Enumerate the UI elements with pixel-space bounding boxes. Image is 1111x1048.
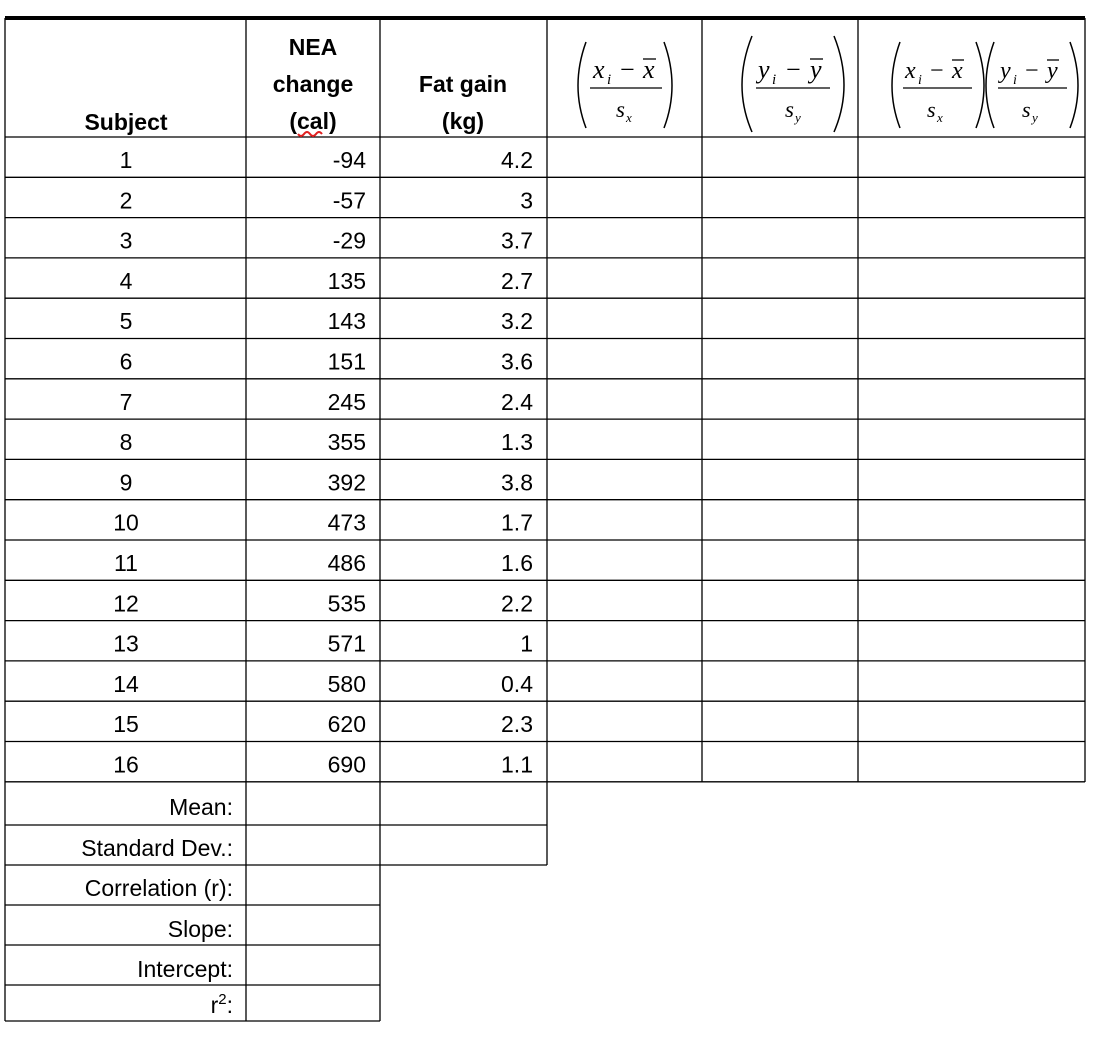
prod-den-sx: s <box>927 97 936 122</box>
formula-zx <box>578 42 672 128</box>
zy-num-sub: i <box>772 72 777 88</box>
zx-bar-x: x <box>643 55 655 84</box>
zx-num-x: x <box>593 55 605 84</box>
table-row <box>113 590 533 616</box>
zx-den-s: s <box>616 97 625 122</box>
subject-cell: 12 <box>113 590 139 617</box>
zy-left-paren <box>742 36 752 132</box>
table-row <box>120 429 533 455</box>
nea-change-cell: 535 <box>327 590 366 617</box>
subject-cell: 6 <box>119 348 133 375</box>
formula-zy <box>742 36 844 132</box>
header-row <box>84 34 507 136</box>
table-row <box>113 711 533 737</box>
prod-num-x-sub: i <box>918 73 922 88</box>
fat-gain-cell: 4.2 <box>501 147 533 173</box>
fat-gain-cell: 1 <box>520 630 533 657</box>
nea-change-cell: 571 <box>327 630 366 657</box>
formula-product <box>892 42 1078 128</box>
table-row <box>120 187 533 213</box>
prod-x-left-paren <box>892 42 900 128</box>
subject-cell: 16 <box>113 751 139 778</box>
prod-y-minus: − <box>1025 58 1039 84</box>
fat-gain-cell: 2.7 <box>501 267 533 294</box>
nea-change-cell: 473 <box>327 509 366 536</box>
table-row <box>113 631 533 657</box>
fat-gain-cell: 2.4 <box>501 388 533 415</box>
row-lines <box>5 177 1085 782</box>
header-nea-line1: NEA <box>288 34 338 60</box>
prod-y-left-paren <box>986 42 994 128</box>
r-squared-base: r <box>210 992 219 1018</box>
fat-gain-cell: 3 <box>520 187 533 214</box>
nea-change-cell: 245 <box>327 388 366 415</box>
zy-den-sub: y <box>795 110 801 125</box>
prod-num-y: y <box>1000 58 1011 84</box>
nea-change-cell: 580 <box>327 670 366 697</box>
table-grid <box>5 18 1085 1021</box>
subject-cell: 3 <box>119 227 133 254</box>
header-nea-line3: (cal) <box>289 108 337 134</box>
header-fat-line2: (kg) <box>441 108 485 134</box>
nea-change-cell: 143 <box>327 308 366 335</box>
zx-right-paren <box>664 42 672 128</box>
subject-cell: 7 <box>119 388 133 415</box>
nea-change-cell: 355 <box>327 429 366 456</box>
table-row <box>120 147 533 173</box>
fat-gain-cell: 2.2 <box>501 590 533 617</box>
nea-change-cell: -29 <box>332 227 366 254</box>
fat-gain-cell: 3.6 <box>501 348 533 375</box>
prod-bar-x: x <box>952 58 963 84</box>
table-row <box>120 308 533 334</box>
nea-change-cell: 151 <box>327 348 366 375</box>
nea-change-cell: 620 <box>327 711 366 738</box>
zy-num-y: y <box>758 55 770 84</box>
intercept-label: Intercept: <box>137 956 233 982</box>
prod-y-right-paren <box>1070 42 1078 128</box>
nea-change-cell: -94 <box>332 147 366 173</box>
subject-cell: 8 <box>119 429 133 456</box>
subject-cell: 14 <box>113 670 139 697</box>
subject-cell: 5 <box>119 308 133 335</box>
subject-cell: 2 <box>119 187 133 214</box>
prod-den-sy-sub: y <box>1032 110 1038 125</box>
table-row <box>120 268 533 294</box>
prod-num-y-sub: i <box>1013 73 1017 88</box>
table-row <box>120 228 533 254</box>
header-subject: Subject <box>84 109 168 135</box>
nea-change-cell: 690 <box>327 751 366 778</box>
fat-gain-cell: 2.3 <box>501 711 533 738</box>
r-squared-sup: 2 <box>218 991 227 1008</box>
subject-cell: 15 <box>113 711 139 738</box>
zy-den-s: s <box>785 97 794 122</box>
nea-change-cell: 486 <box>327 550 366 576</box>
r-squared-label <box>211 991 233 1018</box>
correlation-label: Correlation (r): <box>84 875 233 901</box>
fat-gain-cell: 1.1 <box>501 751 533 778</box>
nea-change-cell: 135 <box>327 267 366 294</box>
fat-gain-cell: 3.7 <box>501 227 533 254</box>
table-row <box>120 349 533 375</box>
prod-x-right-paren <box>976 42 984 128</box>
nea-change-cell: 392 <box>327 469 366 496</box>
table-row <box>113 752 533 778</box>
header-nea-line2: change <box>272 71 354 97</box>
fat-gain-cell: 1.3 <box>501 429 533 456</box>
zy-minus: − <box>786 55 801 84</box>
subject-cell: 10 <box>113 509 139 536</box>
zy-bar-y: y <box>810 55 822 84</box>
prod-bar-y: y <box>1047 58 1058 84</box>
zx-den-sub: x <box>626 110 632 125</box>
slope-label: Slope: <box>167 916 233 942</box>
table-row <box>113 510 533 536</box>
table-row <box>114 550 533 576</box>
sd-label: Standard Dev.: <box>81 835 233 861</box>
subject-cell: 9 <box>119 469 133 496</box>
fat-gain-cell: 3.8 <box>501 469 533 496</box>
fat-gain-cell: 1.6 <box>501 550 533 576</box>
nea-change-cell: -57 <box>332 187 366 214</box>
zx-minus: − <box>620 55 635 84</box>
r-squared-colon: : <box>226 992 233 1018</box>
subject-cell: 13 <box>113 630 139 657</box>
prod-den-sx-sub: x <box>937 110 943 125</box>
table-row <box>113 671 533 697</box>
fat-gain-cell: 0.4 <box>501 670 533 697</box>
subject-cell: 1 <box>119 147 133 173</box>
mean-label: Mean: <box>169 794 233 820</box>
subject-cell: 11 <box>114 550 138 576</box>
prod-den-sy: s <box>1022 97 1031 122</box>
zx-left-paren <box>578 42 586 128</box>
table-row <box>120 389 534 415</box>
zx-num-sub: i <box>607 72 612 88</box>
fat-gain-cell: 3.2 <box>501 308 533 335</box>
fat-gain-cell: 1.7 <box>501 509 533 536</box>
prod-num-x: x <box>905 58 916 84</box>
header-fat-line1: Fat gain <box>418 71 508 97</box>
zy-right-paren <box>834 36 844 132</box>
data-rows <box>113 147 533 778</box>
subject-cell: 4 <box>119 267 133 294</box>
table-row <box>120 469 533 495</box>
prod-x-minus: − <box>930 58 944 84</box>
